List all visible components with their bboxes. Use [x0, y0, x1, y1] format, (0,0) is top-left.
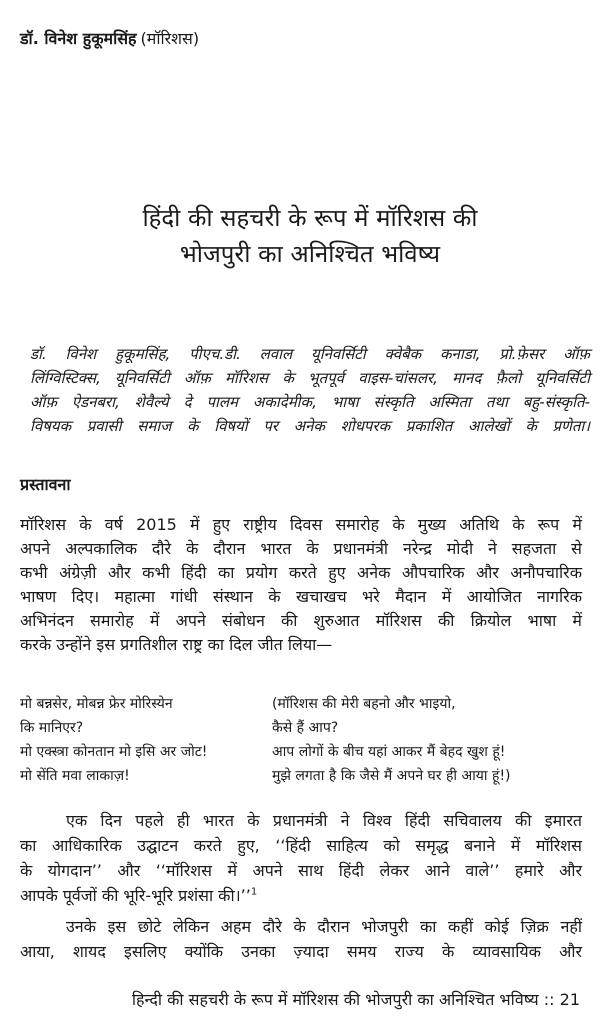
- running-footer: [90, 988, 580, 1010]
- bio-line: डॉ. विनेश हुकूमसिंह, पीएच.डी. लवाल यूनिवर्सिटी क्वेबैक कनाडा, प्रो.फ़ेसर ऑफ़: [30, 345, 590, 363]
- verse-row: [20, 716, 590, 740]
- paragraph-line: भाषण दिए। महात्मा गांधी संस्थान के खचाखच भरे मैदान में आयोजित नागरिक: [20, 587, 582, 606]
- paragraph-secretariat: [20, 808, 582, 908]
- hindi-translation: कैसे हैं आप?: [272, 720, 339, 736]
- article-title: [40, 200, 580, 272]
- page-number: 21: [559, 990, 580, 1009]
- creole-line: मो बन्नसेर, मोबन्न फ्रेर मोरिस्येन: [20, 696, 173, 712]
- hindi-translation: मुझे लगता है कि जैसे मैं अपने घर ही आया हूं!): [272, 768, 511, 784]
- author-name: डॉ. विनेश हुकूमसिंह: [20, 29, 137, 48]
- paragraph-line: एक दिन पहले ही भारत के प्रधानमंत्री ने विश्व हिंदी सचिवालय की इमारत: [66, 811, 582, 830]
- hindi-translation: आप लोगों के बीच यहां आकर मैं बेहद खुश हूं!: [272, 744, 506, 760]
- paragraph-text: आपके पूर्वजों की भूरि-भूरि प्रशंसा की।’’: [20, 886, 251, 905]
- bio-line: लिंग्विस्टिक्स, यूनिवर्सिटी ऑफ़ मॉरिशस के भूतपूर्व वाइस-चांसलर, मानद फ़ैलो यूनिवर्सिटी: [30, 369, 590, 387]
- paragraph-line: उनके इस छोटे लेकिन अहम दौरे के दौरान भोजपुरी का कहीं कोई ज़िक्र नहीं: [66, 917, 582, 936]
- creole-line: मो सेंति मवा लाकाज़!: [20, 768, 130, 784]
- paragraph-line: अभिनंदन समारोह में अपने संबोधन की शुरुआत मॉरिशस की क्रियोल भाषा में: [20, 611, 582, 630]
- running-title: हिन्दी की सहचरी के रूप में मॉरिशस की भोजपुरी का अनिश्चित भविष्य: [131, 990, 539, 1009]
- verse-row: [20, 740, 590, 764]
- paragraph-line: मॉरिशस के वर्ष 2015 में हुए राष्ट्रीय दिवस समारोह के मुख्य अतिथि के रूप में: [20, 515, 582, 534]
- creole-line: कि मानिएर?: [20, 720, 84, 736]
- paragraph-line: के योगदान’’ और ‘‘मॉरिशस में अपने साथ हिंदी लेकर आने वाले’’ हमारे और: [20, 861, 582, 880]
- footnote-marker: 1: [250, 886, 258, 898]
- paragraph-line: आया, शायद इसलिए क्योंकि उनका ज़्यादा समय राज्य के व्यावसायिक और: [20, 942, 582, 961]
- footer-separator: ::: [543, 990, 555, 1009]
- paragraph-line: का आधिकारिक उद्घाटन करते हुए, ‘‘हिंदी साहित्य को समृद्ध बनाने में मॉरिशस: [20, 836, 582, 855]
- creole-quote-block: [20, 692, 590, 788]
- verse-row: [20, 692, 590, 716]
- bio-line: ऑफ़ ऐडनबरा, शेवैल्ये दे पालम अकादेमीक, भाषा संस्कृति अस्मिता तथा बहु-संस्कृति-: [30, 393, 590, 411]
- title-line-2: भोजपुरी का अनिश्चित भविष्य: [179, 240, 441, 268]
- paragraph-intro: [20, 513, 582, 657]
- verse-row: [20, 764, 590, 788]
- paragraph-bhojpuri: [20, 914, 582, 964]
- paragraph-line: अपने अल्पकालिक दौरे के दौरान भारत के प्रधानमंत्री नरेन्द्र मोदी ने सहजता से: [20, 539, 582, 558]
- author-bio: [30, 342, 590, 438]
- paragraph-line: कभी अंग्रेज़ी और कभी हिंदी का प्रयोग करते हुए अनेक औपचारिक और अनौपचारिक: [20, 563, 582, 582]
- bio-line: विषयक प्रवासी समाज के विषयों पर अनेक शोधपरक प्रकाशित आलेखों के प्रणेता।: [30, 417, 590, 435]
- paragraph-line: [20, 883, 582, 908]
- paragraph-line: करके उन्होंने इस प्रगतिशील राष्ट्र का दिल जीत लिया—: [20, 635, 333, 654]
- title-line-1: हिंदी की सहचरी के रूप में मॉरिशस की: [142, 204, 478, 232]
- creole-line: मो एक्स्त्रा कोनतान मो इसि अर जोट!: [20, 744, 208, 760]
- author-header: [20, 28, 199, 50]
- hindi-translation: (मॉरिशस की मेरी बहनो और भाइयो,: [272, 696, 456, 712]
- section-heading: प्रस्तावना: [20, 475, 71, 494]
- author-country: (मॉरिशस): [140, 29, 200, 48]
